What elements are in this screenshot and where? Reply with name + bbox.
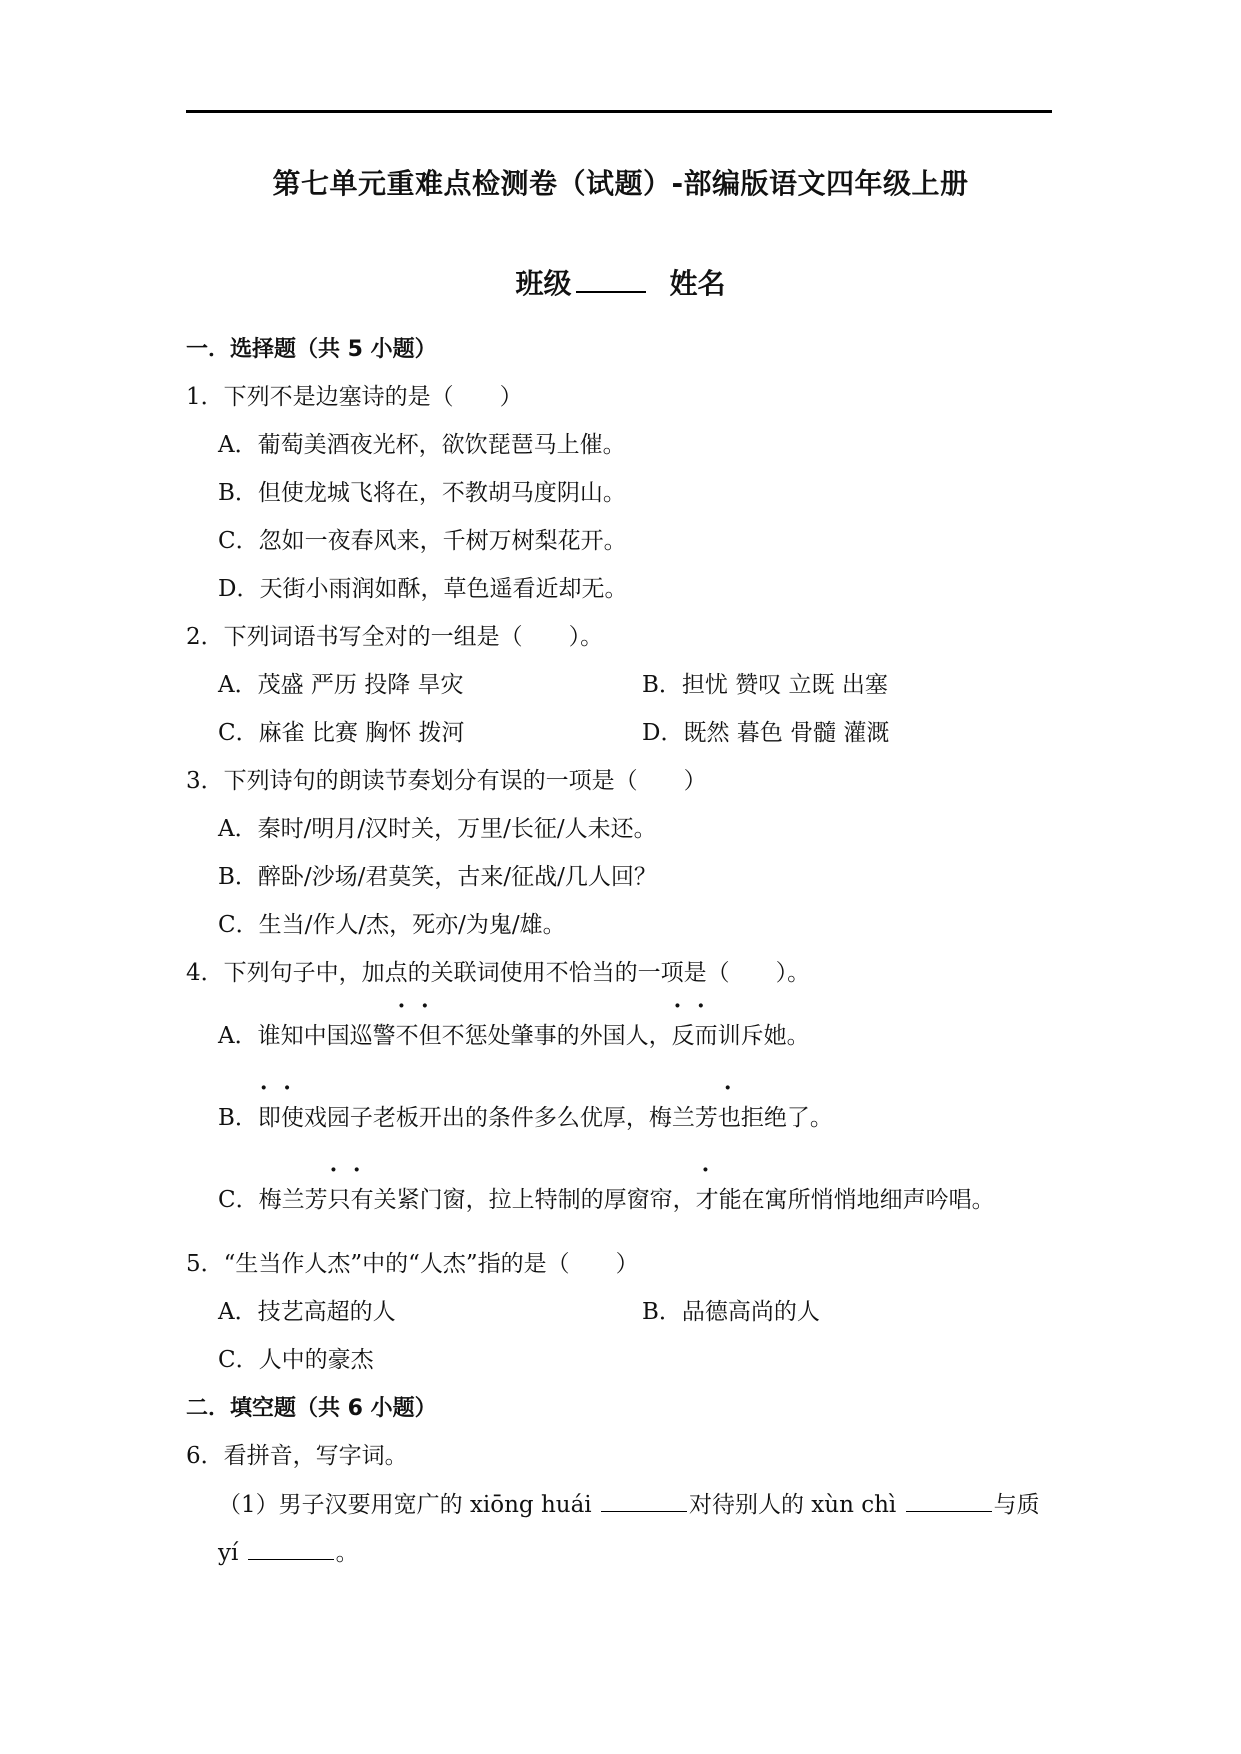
section-choice-heading: 一．选择题（共 5 小题） [186,337,437,362]
question-4-option-c[interactable] [218,1181,995,1214]
header-rule [186,110,1052,113]
page-title: 第七单元重难点检测卷（试题）-部编版语文四年级上册 [272,167,969,200]
class-blank[interactable] [576,269,646,293]
question-1-option-c[interactable]: C．忽如一夜春风来，千树万树梨花开。 [218,528,627,554]
question-2-option-d[interactable]: D．既然 暮色 骨髓 灌溉 [642,720,890,746]
question-2-option-c[interactable]: C．麻雀 比赛 胸怀 拨河 [218,720,465,746]
emphasized-word-jishi: · · 即使 [258,1099,304,1132]
name-label: 姓名 [669,267,726,300]
option-c-text-pre: C．梅兰芳 [218,1187,328,1213]
option-a-text-post: 训斥她。 [717,1023,810,1049]
option-c-text-post: 能在寓所悄悄地细声吟唱。 [718,1187,995,1213]
answer-blank-2[interactable] [906,1491,992,1512]
question-4-option-b[interactable] [218,1099,833,1132]
emphasized-word-zhiyou: · · 只有 [328,1181,374,1214]
section-fill-heading: 二．填空题（共 6 小题） [186,1396,437,1421]
question-2-stem: 2．下列词语书写全对的一组是（ ）。 [186,624,604,650]
question-3-option-c[interactable]: C．生当/作人/杰，死亦/为鬼/雄。 [218,912,566,938]
question-1-option-b[interactable]: B．但使龙城飞将在，不教胡马度阴山。 [218,480,626,506]
question-3-stem: 3．下列诗句的朗读节奏划分有误的一项是（ ） [186,768,707,794]
pinyin-text-1: （1）男子汉要用宽广的 xiōng huái [218,1492,592,1518]
question-2-option-a[interactable]: A．茂盛 严历 投降 旱灾 [218,672,464,698]
option-a-text-mid: 不惩处肇事的外国人， [441,1023,672,1049]
question-3-option-b[interactable]: B．醉卧/沙场/君莫笑，古来/征战/几人回？ [218,864,657,890]
question-1-stem: 1．下列不是边塞诗的是（ ） [186,384,523,410]
question-1-option-d[interactable]: D．天街小雨润如酥，草色遥看近却无。 [218,576,628,602]
answer-blank-3[interactable] [248,1539,334,1560]
question-3-option-a[interactable]: A．秦时/明月/汉时关，万里/长征/人未还。 [218,816,657,842]
question-4-stem: 4．下列句子中，加点的关联词使用不恰当的一项是（ ）。 [186,960,811,986]
option-c-text-mid: 关紧门窗，拉上特制的厚窗帘， [373,1187,696,1213]
question-6-part-1-cont [218,1534,359,1567]
question-5-stem: 5．“生当作人杰”中的“人杰”指的是（ ） [186,1251,639,1277]
pinyin-text-3: 与质 [993,1492,1040,1518]
option-b-text-post: 拒绝了。 [740,1105,833,1131]
question-1-option-a[interactable]: A．葡萄美酒夜光杯，欲饮琵琶马上催。 [218,432,626,458]
emphasized-word-budan: · · 不但 [396,1017,442,1050]
class-label: 班级 [515,267,572,300]
question-5-option-a[interactable]: A．技艺高超的人 [218,1299,396,1325]
class-name-line [0,262,1241,302]
option-b-text-mid: 戏园子老板开出的条件多么优厚，梅兰芳 [303,1105,718,1131]
question-4-option-a[interactable] [218,1017,810,1050]
emphasized-word-ye: 也 [717,1105,741,1131]
answer-blank-1[interactable] [601,1491,687,1512]
question-6-stem: 6．看拼音，写字词。 [186,1443,408,1469]
option-a-text-pre: A．谁知中国巡警 [218,1023,396,1049]
option-b-text-pre: B． [218,1105,258,1131]
emphasized-word-faner: · · 反而 [672,1017,718,1050]
emphasized-word-cai: 才 [695,1187,719,1213]
pinyin-text-5: 。 [335,1540,359,1566]
question-5-option-c[interactable]: C．人中的豪杰 [218,1347,374,1373]
pinyin-text-4: yí [218,1540,239,1566]
question-6-part-1 [218,1486,1040,1519]
pinyin-text-2: 对待别人的 xùn chì [688,1492,897,1518]
question-5-option-b[interactable]: B．品德高尚的人 [642,1299,820,1325]
question-2-option-b[interactable]: B．担忧 赞叹 立既 出塞 [642,672,888,698]
